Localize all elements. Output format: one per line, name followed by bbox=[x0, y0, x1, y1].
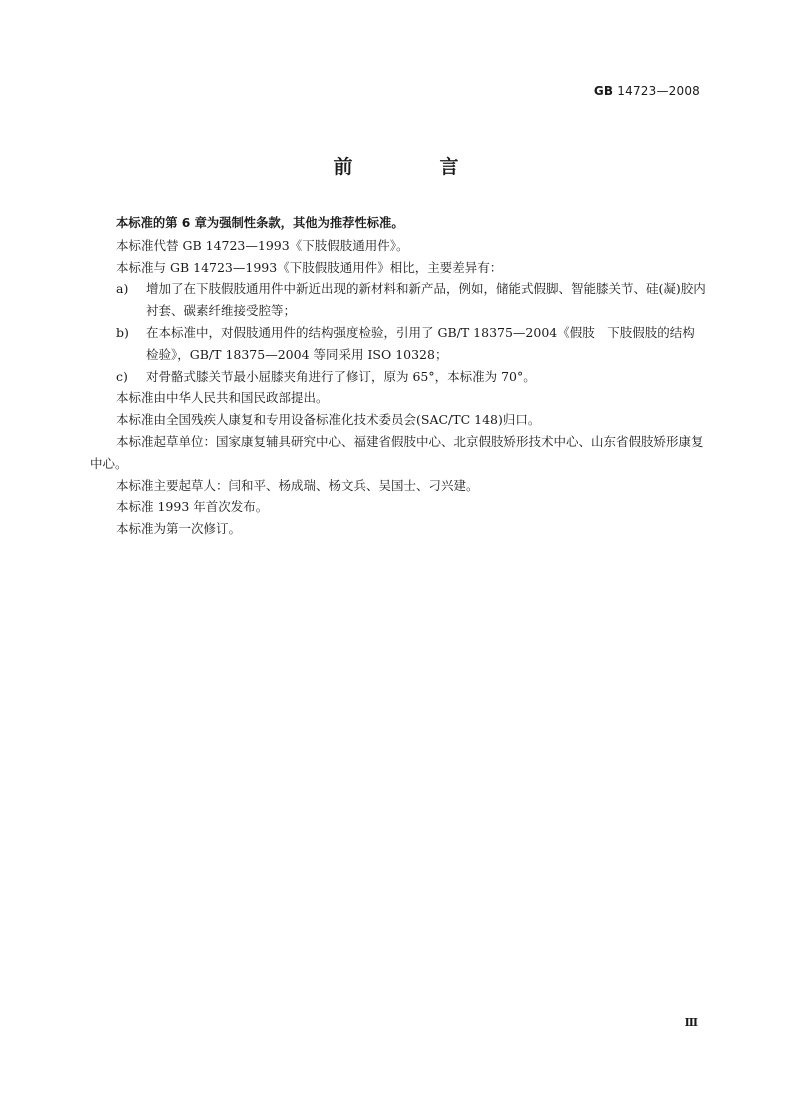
paragraph-drafting-units: 本标准起草单位：国家康复辅具研究中心、福建省假肢中心、北京假肢矫形技术中心、山东省假肢矫形康复中心。 bbox=[90, 433, 704, 471]
paragraph-proposer: 本标准由中华人民共和国民政部提出。 bbox=[116, 390, 329, 406]
list-marker-b: b) bbox=[116, 324, 129, 340]
paragraph-technical-committee: 本标准由全国残疾人康复和专用设备标准化技术委员会(SAC/TC 148)归口。 bbox=[116, 412, 541, 428]
list-item-b bbox=[116, 322, 706, 366]
paragraph-first-issue: 本标准 1993 年首次发布。 bbox=[116, 499, 269, 515]
page-number: Ⅲ bbox=[684, 1016, 698, 1029]
paragraph-mandatory-clause: 本标准的第 6 章为强制性条款，其他为推荐性标准。 bbox=[116, 216, 404, 230]
standard-prefix: GB bbox=[593, 84, 614, 98]
list-text-c: 对骨骼式膝关节最小屈膝夹角进行了修订，原为 65°，本标准为 70°。 bbox=[146, 368, 536, 384]
page-title: 前 言 bbox=[333, 156, 493, 178]
list-marker-c: c) bbox=[116, 368, 128, 384]
list-text-b: 在本标准中，对假肢通用件的结构强度检验，引用了 GB/T 18375—2004《假肢 下肢假肢的结构检验》，GB/T 18375—2004 等同采用 ISO 10328； bbox=[146, 324, 695, 362]
list-item-c bbox=[116, 366, 706, 388]
paragraph-drafters: 本标准主要起草人：闫和平、杨成瑞、杨文兵、吴国士、刁兴建。 bbox=[116, 477, 479, 493]
document-body bbox=[90, 213, 706, 540]
paragraph-revision: 本标准为第一次修订。 bbox=[116, 521, 242, 537]
paragraph-differences-intro: 本标准与 GB 14723—1993《下肢假肢通用件》相比，主要差异有： bbox=[116, 259, 503, 275]
list-text-a: 增加了在下肢假肢通用件中新近出现的新材料和新产品，例如，储能式假脚、智能膝关节、硅(凝)胶内衬套、碳素纤维接受腔等； bbox=[146, 281, 706, 319]
paragraph-replaces: 本标准代替 GB 14723—1993《下肢假肢通用件》。 bbox=[116, 237, 409, 253]
list-marker-a: a) bbox=[116, 281, 129, 297]
standard-number-header bbox=[594, 84, 700, 98]
list-item-a bbox=[116, 278, 706, 322]
standard-number: 14723—2008 bbox=[617, 84, 700, 98]
